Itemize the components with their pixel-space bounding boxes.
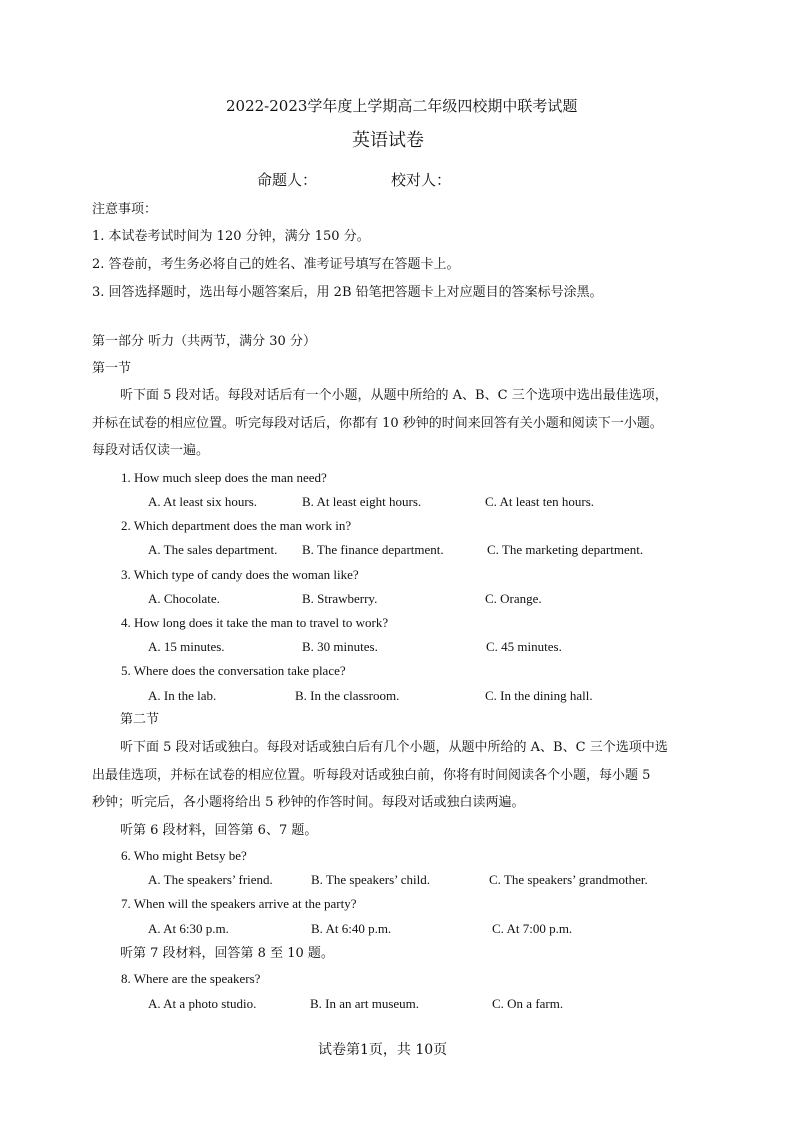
notice-item: 1. 本试卷考试时间为 120 分钟，满分 150 分。 xyxy=(92,229,370,244)
option-a: A. Chocolate. xyxy=(148,591,220,606)
option-c: C. At 7:00 p.m. xyxy=(492,921,573,936)
option-a: A. The sales department. xyxy=(148,542,278,557)
option-a: A. In the lab. xyxy=(148,688,217,703)
option-b: B. At least eight hours. xyxy=(302,494,422,509)
option-b: B. The speakers’ child. xyxy=(311,872,431,887)
option-b: B. At 6:40 p.m. xyxy=(311,921,392,936)
option-b: B. Strawberry. xyxy=(302,591,378,606)
option-c: C. The marketing department. xyxy=(487,542,644,557)
option-c: C. On a farm. xyxy=(492,996,564,1011)
subject-title: 英语试卷 xyxy=(352,130,424,151)
section2-instruction: 秒钟；听完后，各小题将给出 5 秒钟的作答时间。每段对话或独白读两遍。 xyxy=(92,795,525,810)
material-note: 听第 6 段材料，回答第 6、7 题。 xyxy=(120,823,318,838)
exam-title: 2022-2023学年度上学期高二年级四校期中联考试题 xyxy=(226,97,578,115)
option-a: A. At 6:30 p.m. xyxy=(148,921,229,936)
question-text: 3. Which type of candy does the woman like? xyxy=(121,567,359,582)
section2-instruction: 听下面 5 段对话或独白。每段对话或独白后有几个小题，从题中所给的 A、B、C 三个选项中选 xyxy=(120,740,668,755)
question-text: 7. When will the speakers arrive at the party? xyxy=(121,896,357,911)
proofreader-label: 校对人： xyxy=(391,171,452,189)
option-a: A. 15 minutes. xyxy=(148,639,225,654)
question-text: 1. How much sleep does the man need? xyxy=(121,470,327,485)
section2-heading: 第二节 xyxy=(120,712,160,727)
section1-instruction: 每段对话仅读一遍。 xyxy=(92,443,210,458)
option-a: A. At a photo studio. xyxy=(148,996,257,1011)
option-c: C. The speakers’ grandmother. xyxy=(489,872,648,887)
option-b: B. 30 minutes. xyxy=(302,639,378,654)
option-b: B. In an art museum. xyxy=(310,996,420,1011)
notice-item: 2. 答卷前，考生务必将自己的姓名、准考证号填写在答题卡上。 xyxy=(92,257,460,272)
option-a: A. The speakers’ friend. xyxy=(148,872,273,887)
option-a: A. At least six hours. xyxy=(148,494,258,509)
option-b: B. In the classroom. xyxy=(295,688,400,703)
option-c: C. At least ten hours. xyxy=(485,494,595,509)
option-c: C. 45 minutes. xyxy=(486,639,562,654)
question-text: 6. Who might Betsy be? xyxy=(121,848,247,863)
section2-instruction: 出最佳选项，并标在试卷的相应位置。听每段对话或独白前，你将有时间阅读各个小题，每小题 5 xyxy=(92,768,651,783)
author-label: 命题人： xyxy=(257,171,318,189)
page-footer: 试卷第1页，共 10页 xyxy=(318,1042,448,1058)
question-text: 4. How long does it take the man to travel to work? xyxy=(121,615,389,630)
question-text: 8. Where are the speakers? xyxy=(121,971,261,986)
question-text: 2. Which department does the man work in? xyxy=(121,518,352,533)
option-b: B. The finance department. xyxy=(302,542,444,557)
material-note: 听第 7 段材料，回答第 8 至 10 题。 xyxy=(120,946,334,961)
notice-heading: 注意事项： xyxy=(92,202,158,217)
option-c: C. Orange. xyxy=(485,591,542,606)
question-text: 5. Where does the conversation take place? xyxy=(121,663,346,678)
section1-heading: 第一节 xyxy=(92,361,132,376)
option-c: C. In the dining hall. xyxy=(485,688,593,703)
part1-heading: 第一部分 听力（共两节，满分 30 分） xyxy=(92,334,316,349)
section1-instruction: 并标在试卷的相应位置。听完每段对话后，你都有 10 秒钟的时间来回答有关小题和阅读下一小题。 xyxy=(92,416,663,431)
notice-item: 3. 回答选择题时，选出每小题答案后，用 2B 铅笔把答题卡上对应题目的答案标号涂黑。 xyxy=(92,285,603,300)
section1-instruction: 听下面 5 段对话。每段对话后有一个小题，从题中所给的 A、B、C 三个选项中选出最佳选项， xyxy=(120,388,668,403)
